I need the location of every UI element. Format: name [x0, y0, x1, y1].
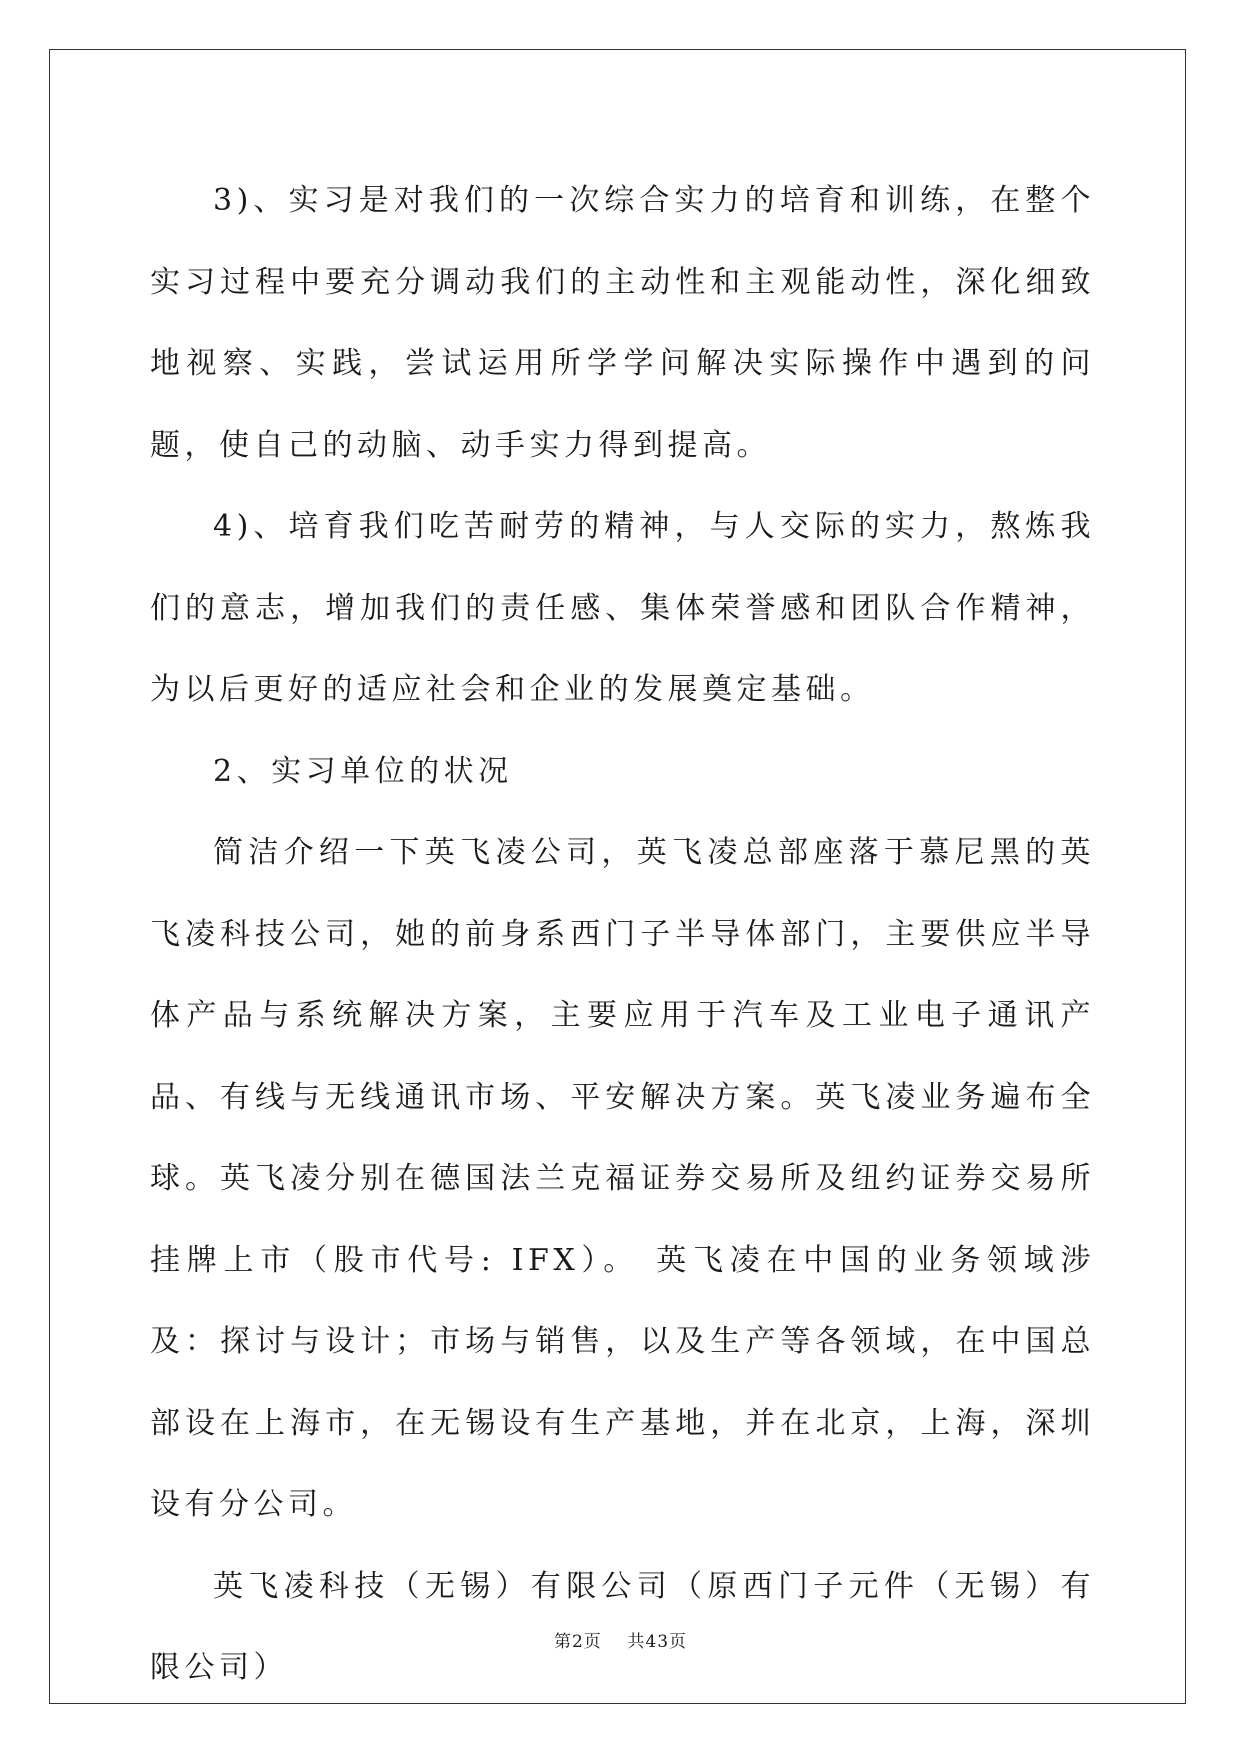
page-total: 共43页: [627, 1632, 688, 1652]
paragraph-internship-purpose-3: 3)、实习是对我们的一次综合实力的培育和训练，在整个实习过程中要充分调动我们的主动性和主观能动性，深化细致地视察、实践，尝试运用所学学问解决实际操作中遇到的问题，使自己的动脑、动手实力得到提高。: [150, 183, 1095, 463]
page-number: 第2页: [553, 1632, 602, 1652]
paragraph-company-name: 英飞凌科技（无锡）有限公司（原西门子元件（无锡）有限公司）: [150, 1568, 1095, 1685]
paragraph-internship-purpose-4: 4)、培育我们吃苦耐劳的精神，与人交际的实力，熬炼我们的意志，增加我们的责任感、集体荣誉感和团队合作精神，为以后更好的适应社会和企业的发展奠定基础。: [150, 509, 1095, 707]
document-body: [150, 160, 1095, 1709]
paragraph-company-intro: 简洁介绍一下英飞凌公司，英飞凌总部座落于慕尼黑的英飞凌科技公司，她的前身系西门子半导体部门，主要供应半导体产品与系统解决方案，主要应用于汽车及工业电子通讯产品、有线与无线通讯市场、平安解决方案。英飞凌业务遍布全球。英飞凌分别在德国法兰克福证券交易所及纽约证券交易所挂牌上市（股市代号: IFX）。 英飞凌在中国的业务领域涉及：探讨与设计；市场与销售，以及生产等各领域，在中国总部设在上海市，在无锡设有生产基地，并在北京，上海，深圳设有分公司。: [150, 835, 1095, 1522]
page-footer: [0, 1627, 1241, 1652]
section-heading-internship-unit: 2、实习单位的状况: [213, 753, 513, 789]
